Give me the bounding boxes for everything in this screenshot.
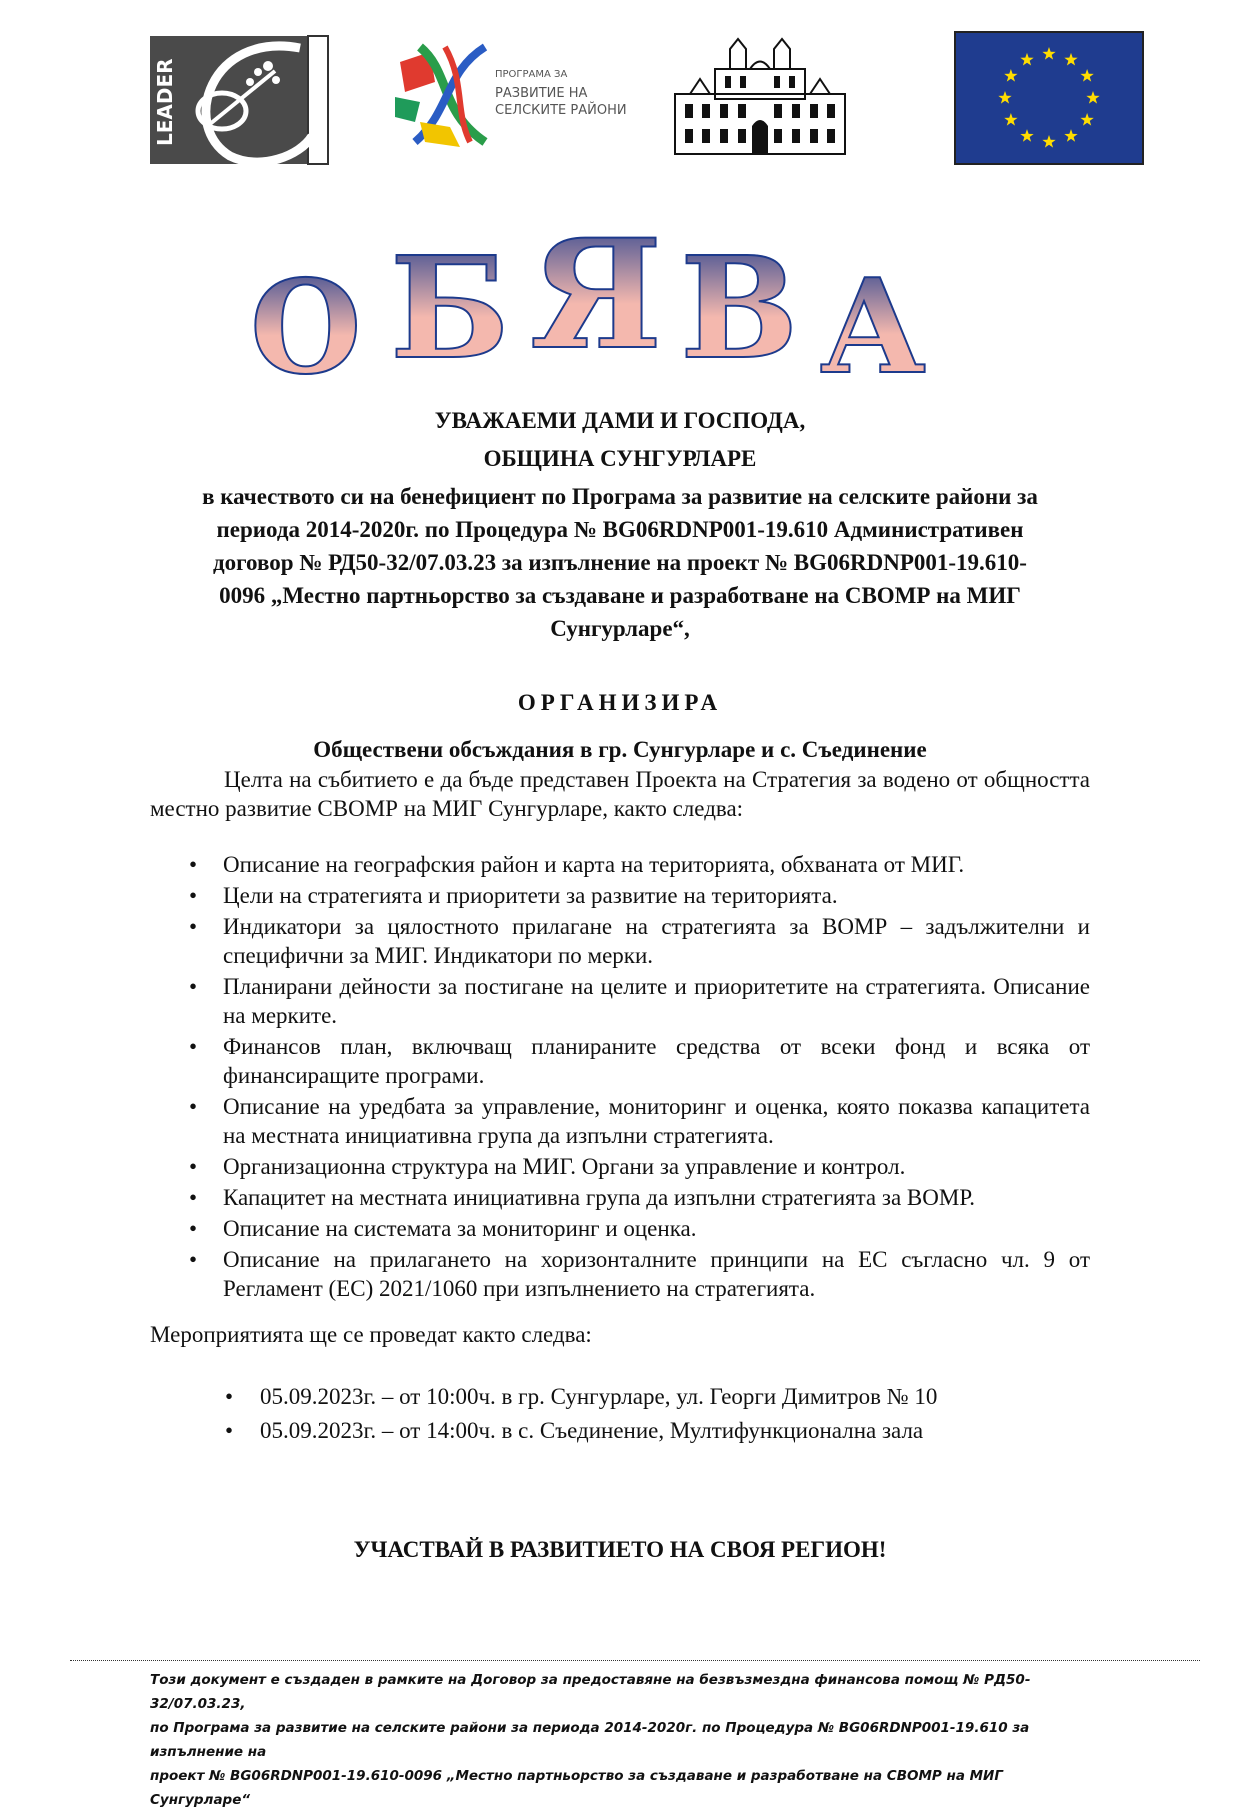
bullet-icon: • [188, 883, 198, 908]
list-item [150, 1214, 1090, 1243]
list-item-text: Описание на географския район и карта на територията, обхваната от МИГ. [223, 852, 965, 877]
rural-development-programme-logo [390, 42, 627, 152]
footer-line: Този документ е създаден в рамките на Договор за предоставяне на безвъзмездна финансова помощ № РД50-32/07.03.23, [150, 1672, 1031, 1712]
events-intro: Мероприятията ще се проведат както следва: [150, 1322, 592, 1347]
intro-line: периода 2014-2020г. по Процедура № BG06RDNP001-19.610 Административен [216, 517, 1024, 542]
list-item [150, 912, 1090, 970]
bullet-icon: • [188, 1154, 198, 1179]
events-list [150, 1380, 1090, 1448]
list-item [150, 881, 1090, 910]
greeting-line-2: ОБЩИНА СУНГУРЛАРЕ [483, 446, 757, 471]
title-letter-b: Б [390, 227, 510, 391]
list-item [150, 1032, 1090, 1090]
list-item [150, 1414, 1090, 1448]
list-item-text: Описание на уредбата за управление, мониторинг и оценка, която показва капацитета на местната инициативна група да изпълни стратегията. [223, 1094, 1090, 1148]
title-letter-v: В [680, 227, 799, 391]
bullet-icon: • [188, 914, 198, 939]
title-letter-a: А [820, 250, 926, 403]
list-item-text: Описание на прилагането на хоризонталните принципи на ЕС съгласно чл. 9 от Регламент (ЕС) 2021/1060 при изпълнението на стратегията. [223, 1247, 1090, 1301]
bullet-icon: • [188, 1216, 198, 1241]
list-item [150, 972, 1090, 1030]
municipality-building-emblem [670, 34, 850, 158]
intro-line: в качеството си на бенефициент по Програма за развитие на селските райони за [202, 484, 1038, 509]
footer-note [150, 1668, 1100, 1812]
intro-line: 0096 „Местно партньорство за създаване и разработване на СВОМР на МИГ [219, 583, 1021, 608]
list-item-text: Организационна структура на МИГ. Органи за управление и контрол. [223, 1154, 906, 1179]
intro-line: договор № РД50-32/07.03.23 за изпълнение на проект № BG06RDNP001-19.610- [213, 550, 1027, 575]
list-item [150, 1092, 1090, 1150]
bullet-icon: • [188, 974, 198, 999]
footer-line: по Програма за развитие на селските райони за периода 2014-2020г. по Процедура № BG06RDNP001-19.610 за изпълнение на [150, 1720, 1030, 1760]
prsr-line-1: ПРОГРАМА ЗА [495, 69, 568, 80]
slogan: УЧАСТВАЙ В РАЗВИТИЕТО НА СВОЯ РЕГИОН! [353, 1537, 887, 1562]
purpose-paragraph: Целта на събитието е да бъде представен Проекта на Стратегия за водено от общността местно развитие СВОМР на МИГ Сунгурларе, както следва: [150, 767, 1090, 821]
list-item [150, 1245, 1090, 1303]
title-letter-ya: Я [530, 207, 663, 383]
eu-flag [955, 32, 1143, 164]
logo-row [150, 30, 1140, 170]
intro-line: Сунгурларе“, [550, 616, 690, 641]
list-item [150, 1183, 1090, 1212]
prsr-line-3: СЕЛСКИТЕ РАЙОНИ [495, 103, 627, 118]
list-item-text: Капацитет на местната инициативна група да изпълни стратегията за ВОМР. [223, 1185, 975, 1210]
list-item [150, 1380, 1090, 1414]
list-item-text: Описание на системата за мониторинг и оценка. [223, 1216, 697, 1241]
event-subtitle: Обществени обсъждания в гр. Сунгурларе и с. Съединение [313, 737, 927, 762]
bullet-icon: • [188, 1185, 198, 1210]
footer-line: проект № BG06RDNP001-19.610-0096 „Местно партньорство за създаване и разработване на СВОМР на МИГ Сунгурларе“ [150, 1768, 1003, 1808]
announcement-title [250, 207, 990, 403]
organizes-heading: ОРГАНИЗИРА [517, 690, 723, 715]
list-item-text: Финансов план, включващ планираните средства от всеки фонд и всяка от финансиращите програми. [223, 1034, 1090, 1088]
event-text: 05.09.2023г. – от 10:00ч. в гр. Сунгурларе, ул. Георги Димитров № 10 [260, 1384, 938, 1409]
list-item-text: Планирани дейности за постигане на целите и приоритетите на стратегията. Описание на мерките. [223, 974, 1090, 1028]
list-item-text: Индикатори за цялостното прилагане на стратегията за ВОМР – задължителни и специфични за МИГ. Индикатори по мерки. [223, 914, 1090, 968]
leader-logo [150, 36, 328, 164]
bullet-icon: • [224, 1418, 234, 1443]
bullet-icon: • [224, 1384, 234, 1409]
event-text: 05.09.2023г. – от 14:00ч. в с. Съединение, Мултифункционална зала [260, 1418, 924, 1443]
prsr-line-2: РАЗВИТИЕ НА [495, 86, 588, 101]
bullet-icon: • [188, 1094, 198, 1119]
bullet-icon: • [188, 1034, 198, 1059]
intro-paragraph [150, 480, 1090, 645]
title-letter-o: О [250, 253, 362, 403]
bullet-icon: • [188, 1247, 198, 1272]
topics-list [150, 850, 1090, 1305]
leader-logo-text: LEADER [153, 58, 177, 146]
list-item [150, 1152, 1090, 1181]
list-item-text: Цели на стратегията и приоритети за развитие на територията. [223, 883, 838, 908]
list-item [150, 850, 1090, 879]
bullet-icon: • [188, 852, 198, 877]
footer-divider [70, 1660, 1200, 1661]
greeting-line-1: УВАЖАЕМИ ДАМИ И ГОСПОДА, [434, 408, 806, 433]
